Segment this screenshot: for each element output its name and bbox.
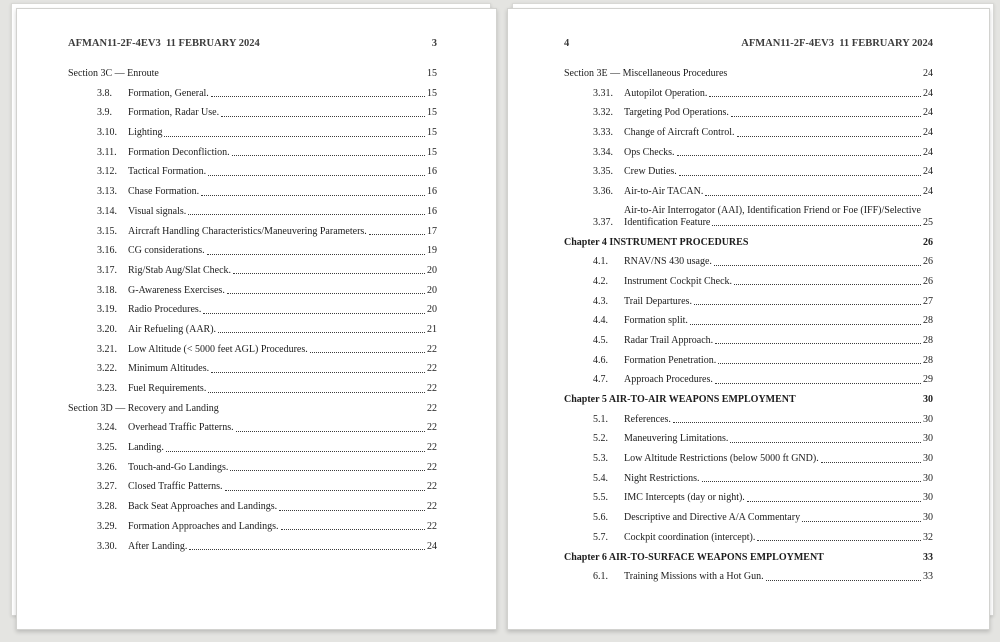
toc-item-row — [564, 354, 933, 367]
dot-leader — [802, 521, 921, 522]
entry-page: 30 — [923, 472, 933, 484]
dot-leader — [821, 462, 921, 463]
entry-page: 22 — [427, 461, 437, 473]
entry-number: 3.35. — [593, 166, 613, 178]
toc-item-row — [68, 87, 437, 100]
entry-title: Crew Duties. — [624, 166, 677, 178]
dot-leader — [677, 155, 921, 156]
entry-number: 3.16. — [97, 245, 117, 257]
toc-item-row — [564, 165, 933, 178]
entry-title: Formation, Radar Use. — [128, 107, 220, 119]
entry-title: Landing. — [128, 442, 164, 454]
entry-number: 3.24. — [97, 422, 117, 434]
dot-leader — [310, 352, 425, 353]
entry-number: 3.15. — [97, 225, 117, 237]
entry-number: 3.17. — [97, 264, 117, 276]
toc-item-row — [68, 362, 437, 375]
toc-item-row — [68, 244, 437, 257]
dot-leader — [712, 225, 921, 226]
dot-leader — [211, 372, 425, 373]
entry-number: 4.4. — [593, 315, 608, 327]
entry-page: 22 — [427, 363, 437, 375]
toc-item-row — [564, 570, 933, 583]
entry-page: 30 — [923, 413, 933, 425]
entry-number: 4.5. — [593, 334, 608, 346]
entry-page: 17 — [427, 225, 437, 237]
dot-leader — [734, 284, 921, 285]
entry-page: 30 — [923, 453, 933, 465]
entry-number: 4.7. — [593, 374, 608, 386]
entry-title: Autopilot Operation. — [624, 87, 708, 99]
entry-page: 15 — [427, 127, 437, 139]
entry-title: Night Restrictions. — [624, 472, 700, 484]
entry-title-line2-row — [624, 217, 933, 229]
entry-page: 30 — [923, 512, 933, 524]
entry-title: Formation, General. — [128, 87, 209, 99]
dot-leader — [232, 155, 425, 156]
entry-number: 5.4. — [593, 472, 608, 484]
dot-leader — [702, 481, 921, 482]
entry-title: Approach Procedures. — [624, 374, 713, 386]
entry-number: 3.20. — [97, 323, 117, 335]
dot-leader — [208, 175, 425, 176]
page-header-left — [68, 37, 437, 50]
document-page-left — [16, 8, 497, 630]
entry-page: 20 — [427, 284, 437, 296]
entry-number: 3.12. — [97, 166, 117, 178]
entry-number: 5.5. — [593, 492, 608, 504]
entry-title: Chapter 6 AIR-TO-SURFACE WEAPONS EMPLOYMENT — [564, 551, 824, 563]
dot-leader — [281, 529, 425, 530]
dot-leader — [709, 96, 921, 97]
toc-item-row — [68, 185, 437, 198]
entry-page: 26 — [923, 275, 933, 287]
entry-page: 15 — [427, 87, 437, 99]
entry-number: 3.18. — [97, 284, 117, 296]
toc-item-row — [68, 382, 437, 395]
entry-title: Change of Aircraft Control. — [624, 127, 735, 139]
document-title: AFMAN11-2F-4EV3 11 FEBRUARY 2024 — [68, 38, 260, 49]
dot-leader — [218, 332, 425, 333]
entry-page: 20 — [427, 264, 437, 276]
toc-item-row — [68, 225, 437, 238]
entry-title: Formation Penetration. — [624, 354, 717, 366]
toc-item-row — [68, 520, 437, 533]
entry-title: Aircraft Handling Characteristics/Maneuvering Parameters. — [128, 225, 367, 237]
toc-item-row — [564, 452, 933, 465]
leader-spacer — [796, 393, 923, 406]
entry-page: 24 — [427, 540, 437, 552]
entry-number: 3.27. — [97, 481, 117, 493]
dot-leader — [730, 442, 921, 443]
entry-page: 22 — [427, 383, 437, 394]
entry-title: Section 3D — Recovery and Landing — [68, 402, 219, 414]
dot-leader — [230, 470, 425, 471]
entry-page: 28 — [923, 354, 933, 366]
entry-title-line2: Identification Feature — [624, 216, 711, 228]
entry-number: 3.22. — [97, 363, 117, 375]
toc-item-row — [564, 295, 933, 308]
entry-page: 32 — [923, 531, 933, 543]
entry-number: 3.29. — [97, 520, 117, 532]
toc-item-row — [564, 87, 933, 100]
dot-leader — [747, 501, 921, 502]
entry-page: 28 — [923, 315, 933, 327]
entry-page: 22 — [427, 501, 437, 513]
entry-number: 3.34. — [593, 146, 613, 158]
toc-item-row — [68, 343, 437, 356]
entry-title: After Landing. — [128, 540, 188, 552]
toc-item-row — [564, 146, 933, 159]
dot-leader — [201, 195, 425, 196]
entry-page: 33 — [923, 571, 933, 583]
toc-item-row — [564, 314, 933, 327]
dot-leader — [189, 549, 425, 550]
toc-item-row — [68, 106, 437, 119]
entry-title: RNAV/NS 430 usage. — [624, 256, 712, 268]
dot-leader — [188, 214, 425, 215]
dot-leader — [690, 324, 921, 325]
entry-title: CG considerations. — [128, 245, 205, 257]
entry-page: 15 — [427, 68, 437, 79]
entry-page: 30 — [923, 492, 933, 504]
entry-title-block — [624, 205, 933, 229]
entry-title: Lighting — [128, 127, 163, 139]
toc-item-row — [564, 106, 933, 119]
dot-leader — [233, 273, 425, 274]
entry-title: Cockpit coordination (intercept). — [624, 531, 756, 543]
entry-title: Formation Approaches and Landings. — [128, 520, 279, 532]
toc-item-row — [68, 323, 437, 336]
entry-title: Closed Traffic Patterns. — [128, 481, 223, 493]
dot-leader — [766, 580, 921, 581]
page-number: 3 — [431, 38, 437, 49]
toc-chapter-row — [564, 551, 933, 564]
dot-leader — [279, 510, 425, 511]
entry-page: 22 — [427, 422, 437, 434]
dot-leader — [737, 136, 921, 137]
toc-item-row — [564, 491, 933, 504]
entry-number: 3.23. — [97, 383, 117, 394]
toc-item-row — [68, 480, 437, 493]
entry-page: 22 — [427, 481, 437, 493]
dot-leader — [208, 392, 425, 393]
entry-page: 16 — [427, 186, 437, 198]
entry-title: Training Missions with a Hot Gun. — [624, 571, 764, 583]
toc-chapter-row — [564, 393, 933, 406]
entry-number: 5.6. — [593, 512, 608, 524]
toc-item-row — [68, 165, 437, 178]
toc-section-row — [68, 402, 437, 415]
entry-title: IMC Intercepts (day or night). — [624, 492, 745, 504]
entry-number: 4.2. — [593, 275, 608, 287]
entry-title: Chapter 5 AIR-TO-AIR WEAPONS EMPLOYMENT — [564, 394, 796, 405]
entry-title: Visual signals. — [128, 205, 187, 217]
entry-title: Ops Checks. — [624, 146, 675, 158]
entry-page: 16 — [427, 205, 437, 217]
entry-title: Formation split. — [624, 315, 688, 327]
entry-page: 22 — [427, 343, 437, 355]
dot-leader — [225, 490, 425, 491]
dot-leader — [164, 136, 425, 137]
entry-number: 3.28. — [97, 501, 117, 513]
entry-number: 3.37. — [593, 216, 613, 228]
entry-page: 24 — [923, 166, 933, 178]
toc-chapter-row — [564, 236, 933, 249]
entry-number: 3.19. — [97, 304, 117, 316]
toc-item-row — [68, 126, 437, 139]
entry-page: 27 — [923, 295, 933, 307]
document-title: AFMAN11-2F-4EV3 11 FEBRUARY 2024 — [741, 38, 933, 49]
entry-title: Formation Deconfliction. — [128, 146, 230, 158]
entry-title: Trail Departures. — [624, 295, 692, 307]
entry-number: 5.1. — [593, 413, 608, 425]
entry-page: 24 — [923, 87, 933, 99]
entry-title: References. — [624, 413, 671, 425]
entry-number: 3.26. — [97, 461, 117, 473]
dot-leader — [757, 540, 921, 541]
dot-leader — [715, 383, 921, 384]
dot-leader — [236, 431, 425, 432]
entry-number: 4.3. — [593, 295, 608, 307]
entry-title: Back Seat Approaches and Landings. — [128, 501, 278, 513]
toc-item-row — [68, 540, 437, 553]
entry-title: Section 3C — Enroute — [68, 68, 159, 79]
entry-title: Chapter 4 INSTRUMENT PROCEDURES — [564, 236, 749, 248]
entry-number: 5.7. — [593, 531, 608, 543]
leader-spacer — [159, 67, 427, 80]
entry-page: 15 — [427, 146, 437, 158]
entry-title: Air Refueling (AAR). — [128, 323, 217, 335]
toc-item-row — [68, 441, 437, 454]
leader-spacer — [727, 67, 923, 80]
dot-leader — [221, 116, 425, 117]
entry-number: 3.31. — [593, 87, 613, 99]
entry-number: 3.10. — [97, 127, 117, 139]
entry-page: 24 — [923, 107, 933, 119]
toc-item-row — [68, 461, 437, 474]
toc-item-row — [68, 205, 437, 218]
entry-title: Radar Trail Approach. — [624, 334, 714, 346]
entry-page: 26 — [923, 256, 933, 268]
dot-leader — [731, 116, 921, 117]
entry-title: Section 3E — Miscellaneous Procedures — [564, 68, 728, 79]
entry-title: Fuel Requirements. — [128, 383, 207, 394]
entry-title: Instrument Cockpit Check. — [624, 275, 733, 287]
entry-number: 3.32. — [593, 107, 613, 119]
entry-page: 24 — [923, 68, 933, 79]
entry-page: 30 — [923, 433, 933, 445]
entry-page: 22 — [427, 402, 437, 414]
entry-page: 24 — [923, 186, 933, 198]
leader-spacer — [824, 551, 923, 564]
entry-number: 3.30. — [97, 540, 117, 552]
entry-number: 3.11. — [97, 146, 117, 158]
dot-leader — [207, 254, 425, 255]
entry-page: 21 — [427, 323, 437, 335]
entry-number: 3.21. — [97, 343, 117, 355]
toc-item-row — [68, 500, 437, 513]
page-header-right — [564, 37, 933, 50]
entry-number: 5.2. — [593, 433, 608, 445]
dot-leader — [203, 313, 425, 314]
entry-title: Maneuvering Limitations. — [624, 433, 729, 445]
entry-page: 22 — [427, 442, 437, 454]
entry-title-line1: Air-to-Air Interrogator (AAI), Identification Friend or Foe (IFF)/Selective — [624, 204, 921, 216]
dot-leader — [694, 304, 921, 305]
toc-item-row — [564, 432, 933, 445]
entry-title: Low Altitude Restrictions (below 5000 ft GND). — [624, 453, 819, 465]
toc-list-left — [68, 67, 437, 553]
entry-title: Descriptive and Directive A/A Commentary — [624, 512, 801, 524]
toc-item-row — [564, 472, 933, 485]
toc-item-row — [564, 511, 933, 524]
entry-page: 24 — [923, 127, 933, 139]
document-page-right — [507, 8, 990, 630]
entry-number: 3.25. — [97, 442, 117, 454]
entry-number: 3.8. — [97, 87, 112, 99]
toc-item-row — [68, 264, 437, 277]
entry-page: 16 — [427, 166, 437, 178]
page-number: 4 — [564, 38, 570, 49]
entry-number: 5.3. — [593, 453, 608, 465]
dot-leader — [715, 343, 921, 344]
entry-title: Radio Procedures. — [128, 304, 202, 316]
entry-number: 3.33. — [593, 127, 613, 139]
entry-title: Tactical Formation. — [128, 166, 207, 178]
entry-number: 3.36. — [593, 186, 613, 198]
entry-title: G-Awareness Exercises. — [128, 284, 225, 296]
toc-item-row — [564, 126, 933, 139]
toc-item-row — [564, 334, 933, 347]
entry-page: 30 — [923, 394, 933, 405]
dot-leader — [679, 175, 921, 176]
entry-page: 29 — [923, 374, 933, 386]
toc-item-row — [564, 185, 933, 198]
entry-title: Chase Formation. — [128, 186, 200, 198]
entry-title: Rig/Stab Aug/Slat Check. — [128, 264, 232, 276]
dot-leader — [705, 195, 921, 196]
entry-page: 24 — [923, 146, 933, 158]
entry-page: 25 — [923, 216, 933, 228]
toc-item-row — [564, 275, 933, 288]
entry-title: Overhead Traffic Patterns. — [128, 422, 234, 434]
entry-page: 33 — [923, 551, 933, 563]
toc-item-row — [68, 303, 437, 316]
toc-item-row — [68, 284, 437, 297]
entry-title: Touch-and-Go Landings. — [128, 461, 229, 473]
toc-item-row — [564, 255, 933, 268]
dot-leader — [211, 96, 425, 97]
dot-leader — [166, 451, 425, 452]
entry-title: Targeting Pod Operations. — [624, 107, 729, 119]
toc-item-row — [564, 373, 933, 386]
entry-number: 3.9. — [97, 107, 112, 119]
toc-item-row — [68, 146, 437, 159]
dot-leader — [227, 293, 425, 294]
toc-list-right — [564, 67, 933, 583]
leader-spacer — [748, 236, 923, 249]
dot-leader — [673, 422, 921, 423]
entry-number: 4.1. — [593, 256, 608, 268]
toc-section-row — [564, 67, 933, 80]
entry-number: 3.14. — [97, 205, 117, 217]
leader-spacer — [219, 402, 427, 415]
dot-leader — [714, 265, 921, 266]
entry-number: 3.13. — [97, 186, 117, 198]
entry-title: Air-to-Air TACAN. — [624, 186, 704, 198]
entry-page: 20 — [427, 304, 437, 316]
entry-page: 15 — [427, 107, 437, 119]
entry-page: 28 — [923, 334, 933, 346]
entry-number: 6.1. — [593, 571, 608, 583]
entry-page: 22 — [427, 520, 437, 532]
toc-item-row — [564, 413, 933, 426]
entry-title: Low Altitude (< 5000 feet AGL) Procedures. — [128, 343, 308, 355]
toc-section-row — [68, 67, 437, 80]
dot-leader — [718, 363, 921, 364]
toc-item-row — [68, 421, 437, 434]
entry-page: 19 — [427, 245, 437, 257]
toc-item-row — [564, 531, 933, 544]
toc-item-row — [564, 205, 933, 229]
entry-title: Minimum Altitudes. — [128, 363, 210, 375]
entry-number: 4.6. — [593, 354, 608, 366]
dot-leader — [369, 234, 425, 235]
entry-page: 26 — [923, 236, 933, 248]
